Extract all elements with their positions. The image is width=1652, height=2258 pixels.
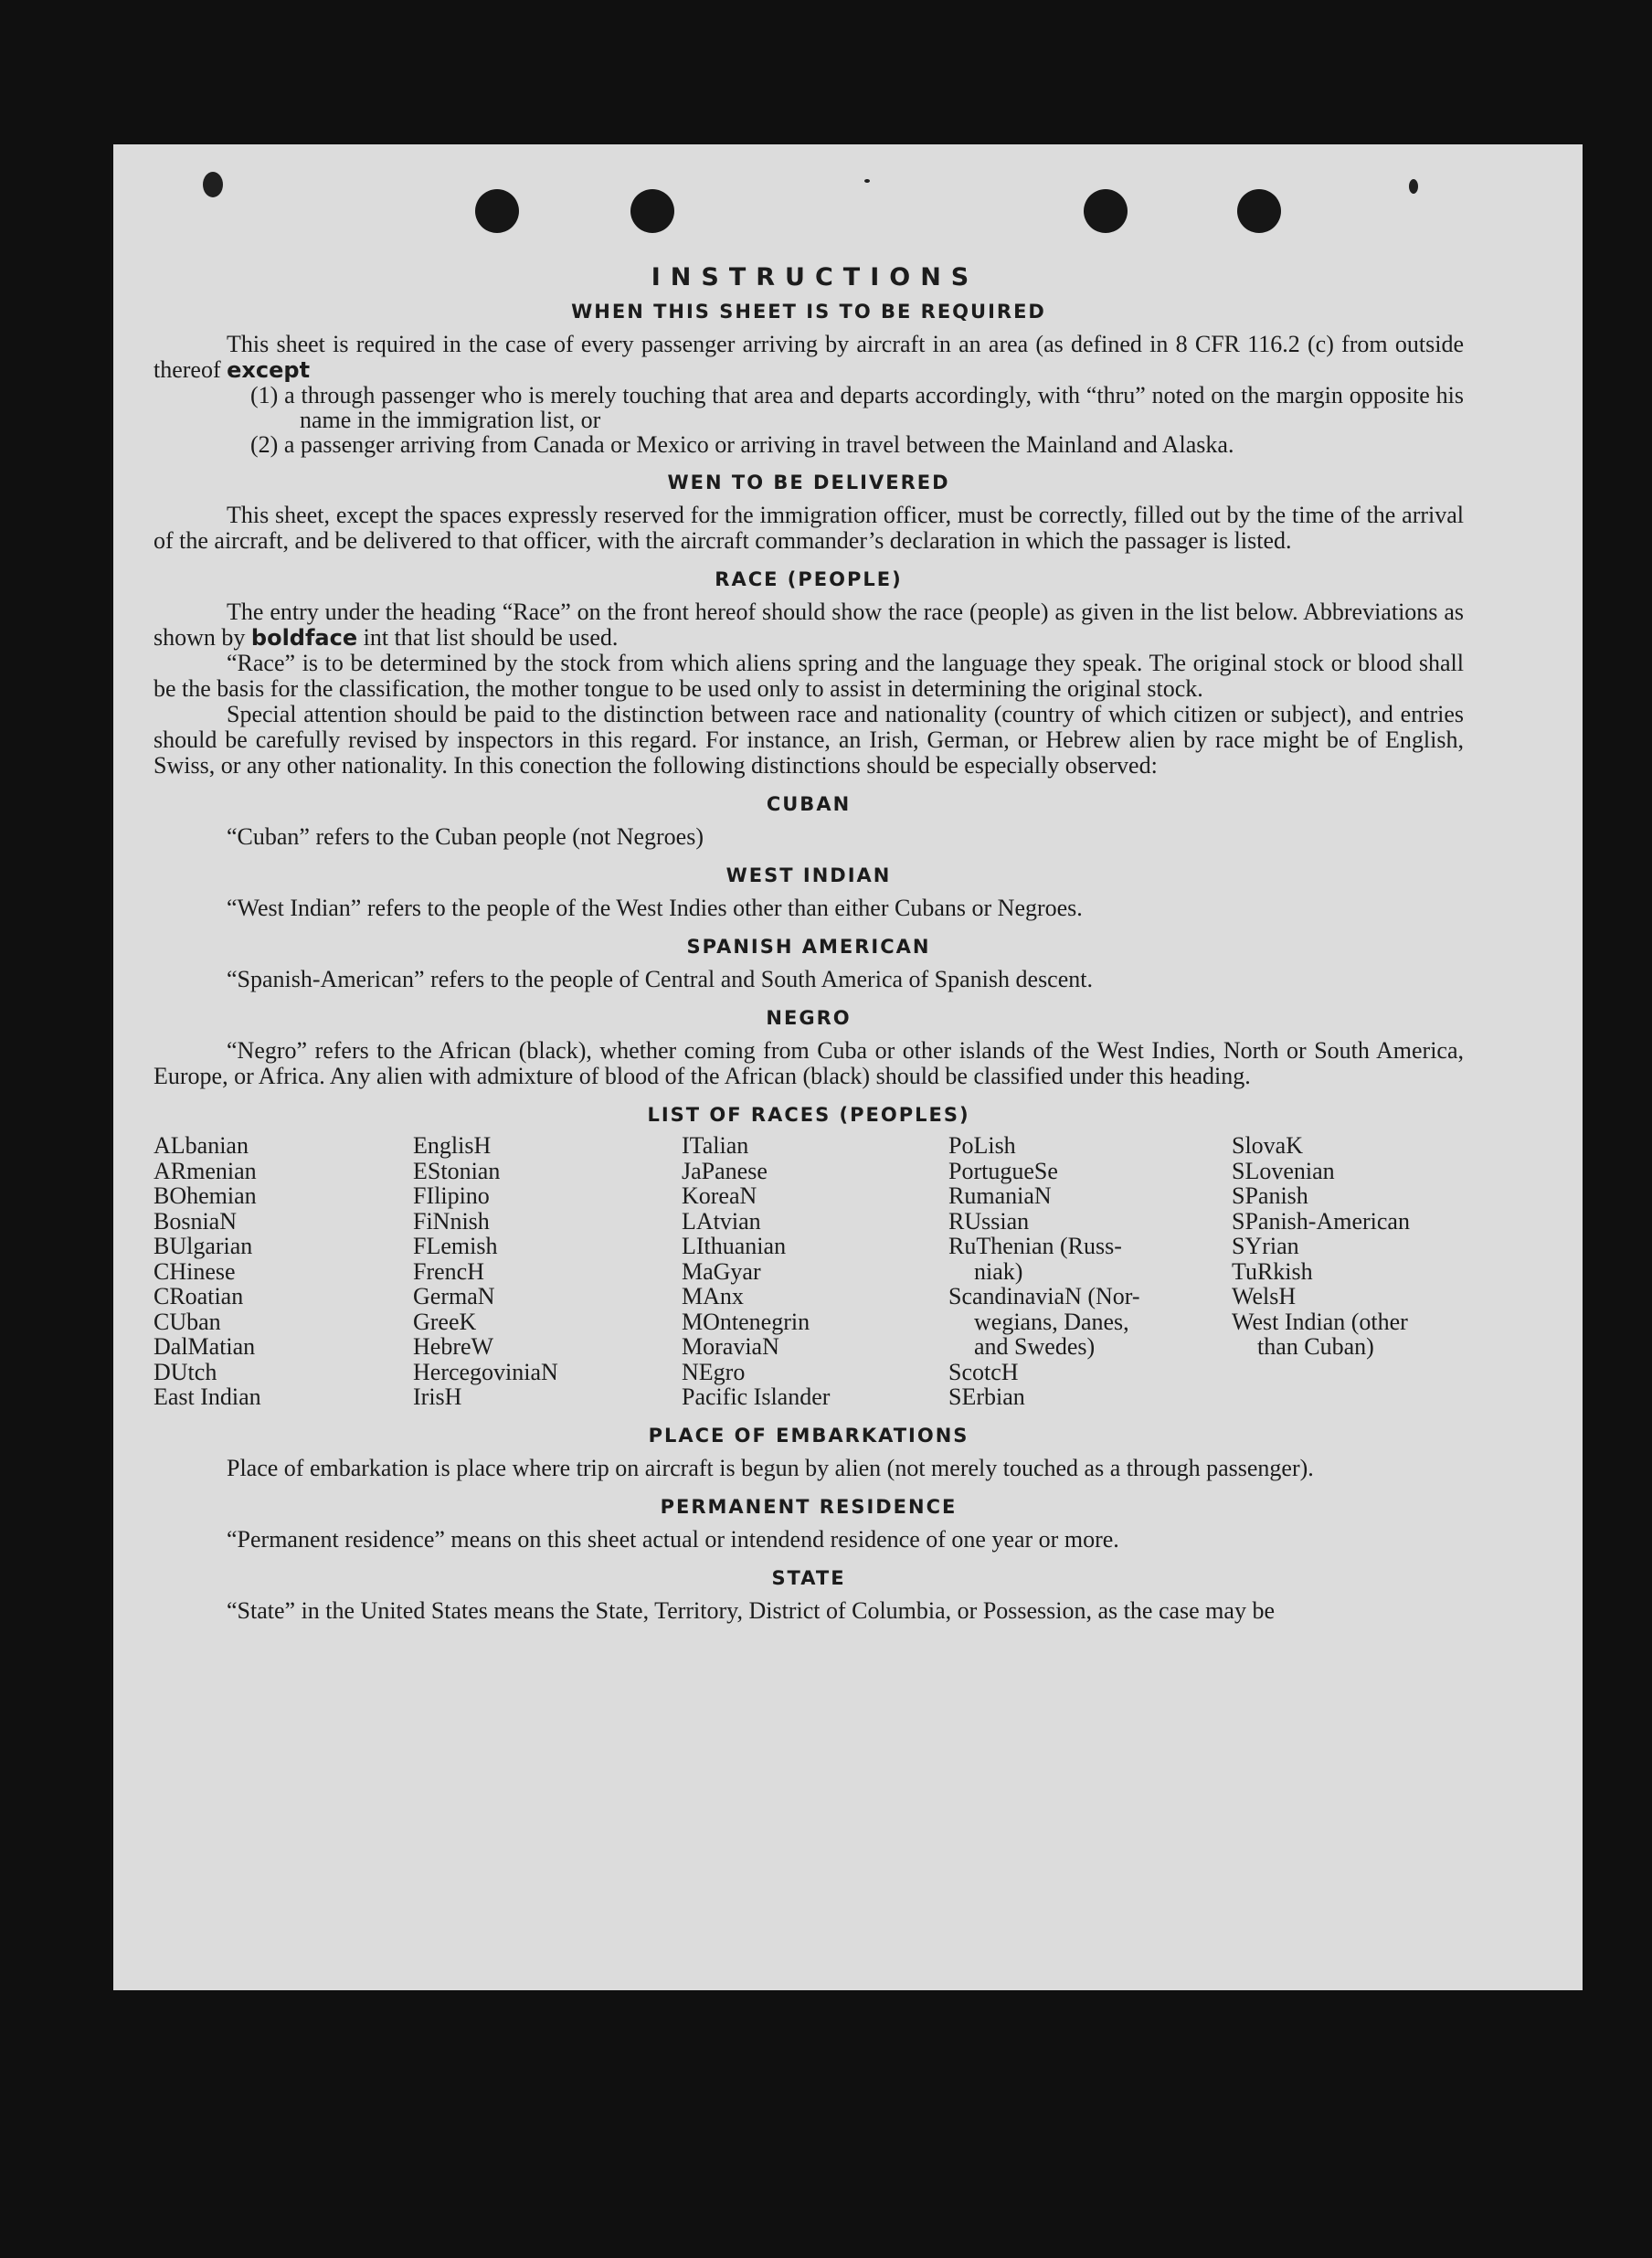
race-item: FrencH (413, 1257, 484, 1285)
race-item: LAtvian (682, 1207, 761, 1235)
race-item: SYrian (1232, 1233, 1299, 1259)
exception-list (250, 383, 1464, 457)
race-column (413, 1133, 682, 1410)
race-item: ScandinaviaN (Nor- (948, 1283, 1140, 1309)
race-item: MaGyar (682, 1257, 761, 1285)
section-heading-negro: NEGRO (766, 1007, 852, 1029)
race-item: ScotcH (948, 1358, 1019, 1385)
race-item: PortugueSe (948, 1157, 1058, 1184)
race-item: CHinese (154, 1257, 236, 1285)
race-item: HebreW (413, 1333, 494, 1360)
punch-hole (475, 189, 519, 233)
race-item: FIlipino (413, 1182, 490, 1209)
paragraph-race-3: Special attention should be paid to the distinction between race and nationality (country of which citizen or subject), and entries should be carefully revised by inspectors in this regard. For instance, an Irish, German, or Hebrew alien by race might be of English, Swiss, or any other nationality. In this conection the following distinctions should be especially observed: (154, 701, 1464, 779)
race-column (1232, 1133, 1460, 1410)
race-item: GreeK (413, 1308, 477, 1335)
race-item: wegians, Danes, (974, 1308, 1129, 1335)
section-heading-residence: PERMANENT RESIDENCE (660, 1495, 958, 1518)
race-item: SPanish-American (1232, 1207, 1410, 1235)
race-item: niak) (974, 1257, 1023, 1285)
race-item: EnglisH (413, 1132, 492, 1159)
text: This sheet is required in the case of every passenger arriving by aircraft in an area (as defined in 8 CFR 116.2 (c) from outside thereof (154, 331, 1464, 383)
section-heading-required: WHEN THIS SHEET IS TO BE REQUIRED (571, 301, 1046, 323)
race-list (154, 1133, 1464, 1410)
race-item: RUssian (948, 1207, 1030, 1235)
race-item: EStonian (413, 1157, 501, 1184)
race-item: ALbanian (154, 1132, 249, 1159)
bold-text: boldface (250, 625, 358, 651)
race-item: IrisH (413, 1383, 462, 1410)
paragraph-state: “State” in the United States means the State, Territory, District of Columbia, or Possession, as the case may be (227, 1596, 1275, 1624)
paragraph-residence: “Permanent residence” means on this sheet actual or intendend residence of one year or more. (227, 1525, 1119, 1553)
race-item: FLemish (413, 1233, 498, 1259)
paragraph-cuban: “Cuban” refers to the Cuban people (not Negroes) (227, 823, 704, 850)
race-item: BosniaN (154, 1207, 237, 1235)
race-item: CUban (154, 1308, 221, 1335)
race-item: SPanish (1232, 1182, 1308, 1209)
race-item: DUtch (154, 1358, 217, 1385)
race-column (948, 1133, 1232, 1410)
race-item: MOntenegrin (682, 1308, 810, 1335)
race-item: MAnx (682, 1283, 744, 1309)
race-item: FiNnish (413, 1207, 490, 1235)
section-heading-cuban: CUBAN (766, 793, 852, 815)
section-heading-delivered: WEN TO BE DELIVERED (667, 472, 950, 493)
section-heading-race: RACE (PEOPLE) (715, 568, 903, 590)
race-item: SlovaK (1232, 1132, 1303, 1159)
paragraph-negro: “Negro” refers to the African (black), whether coming from Cuba or other islands of the West Indies, North or South America, Europe, or Africa. Any alien with admixture of blood of the African (black) should be classified under this heading. (154, 1037, 1464, 1089)
race-item: WelsH (1232, 1283, 1297, 1309)
race-item: PoLish (948, 1132, 1016, 1159)
race-item: JaPanese (682, 1157, 768, 1184)
paragraph-race-1 (154, 599, 1464, 651)
race-item: West Indian (other (1232, 1308, 1408, 1335)
bold-text: except (227, 357, 311, 383)
paragraph-spanish-american: “Spanish-American” refers to the people of Central and South America of Spanish descent. (227, 966, 1093, 992)
ink-speck (203, 172, 223, 197)
text: int that list should be used. (363, 624, 619, 651)
race-item: MoraviaN (682, 1333, 779, 1360)
race-item: GermaN (413, 1283, 495, 1309)
punch-hole (1237, 189, 1281, 233)
section-heading-embarkation: PLACE OF EMBARKATIONS (648, 1424, 969, 1447)
race-item: TuRkish (1232, 1257, 1313, 1285)
race-item: Pacific Islander (682, 1383, 831, 1410)
race-item: SErbian (948, 1383, 1025, 1410)
punch-hole (1084, 189, 1128, 233)
ink-speck (864, 179, 870, 183)
page-title: INSTRUCTIONS (651, 263, 980, 292)
section-heading-list: LIST OF RACES (PEOPLES) (647, 1104, 970, 1126)
document-sheet (113, 144, 1583, 1990)
race-item: than Cuban) (1257, 1333, 1374, 1360)
race-item: RuThenian (Russ- (948, 1233, 1122, 1259)
race-item: LIthuanian (682, 1233, 787, 1259)
race-item: CRoatian (154, 1283, 244, 1309)
race-item: BOhemian (154, 1182, 257, 1209)
section-heading-spanish-american: SPANISH AMERICAN (686, 936, 931, 958)
race-item: SLovenian (1232, 1157, 1335, 1184)
race-item: and Swedes) (974, 1333, 1096, 1360)
race-column (154, 1133, 413, 1410)
paragraph-delivered: This sheet, except the spaces expressly reserved for the immigration officer, must be correctly, filled out by the time of the arrival of the aircraft, and be delivered to that officer, with the aircraft commander’s declaration in which the passager is listed. (154, 502, 1464, 554)
paragraph-race-2: “Race” is to be determined by the stock from which aliens spring and the language they speak. The original stock or blood shall be the basis for the classification, the mother tongue to be used only to assist in determining the original stock. (154, 650, 1464, 702)
race-item: East Indian (154, 1383, 261, 1410)
paragraph-embarkation: Place of embarkation is place where trip on aircraft is begun by alien (not merely touched as a through passenger). (227, 1454, 1314, 1481)
exception-item: (1) a through passenger who is merely touching that area and departs accordingly, with “thru” noted on the margin opposite his name in the immigration list, or (250, 382, 1464, 433)
section-heading-west-indian: WEST INDIAN (725, 864, 892, 886)
race-item: DalMatian (154, 1333, 256, 1360)
race-item: KoreaN (682, 1182, 757, 1209)
ink-speck (1409, 179, 1418, 194)
race-item: BUlgarian (154, 1233, 253, 1259)
paragraph-west-indian: “West Indian” refers to the people of the West Indies other than either Cubans or Negroes. (227, 895, 1083, 921)
section-heading-state: STATE (771, 1566, 846, 1589)
punch-hole (630, 189, 674, 233)
race-item: NEgro (682, 1358, 746, 1385)
race-item: HercegoviniaN (413, 1358, 558, 1385)
exception-item: (2) a passenger arriving from Canada or Mexico or arriving in travel between the Mainland and Alaska. (250, 431, 1234, 458)
race-column (682, 1133, 948, 1410)
race-item: RumaniaN (948, 1182, 1052, 1209)
race-item: ITalian (682, 1132, 749, 1159)
paragraph-required-intro (154, 332, 1464, 383)
race-item: ARmenian (154, 1157, 257, 1184)
text: The entry under the heading “Race” on the front hereof should show the race (people) as given in the list below. Abbreviations as shown by (154, 599, 1464, 651)
